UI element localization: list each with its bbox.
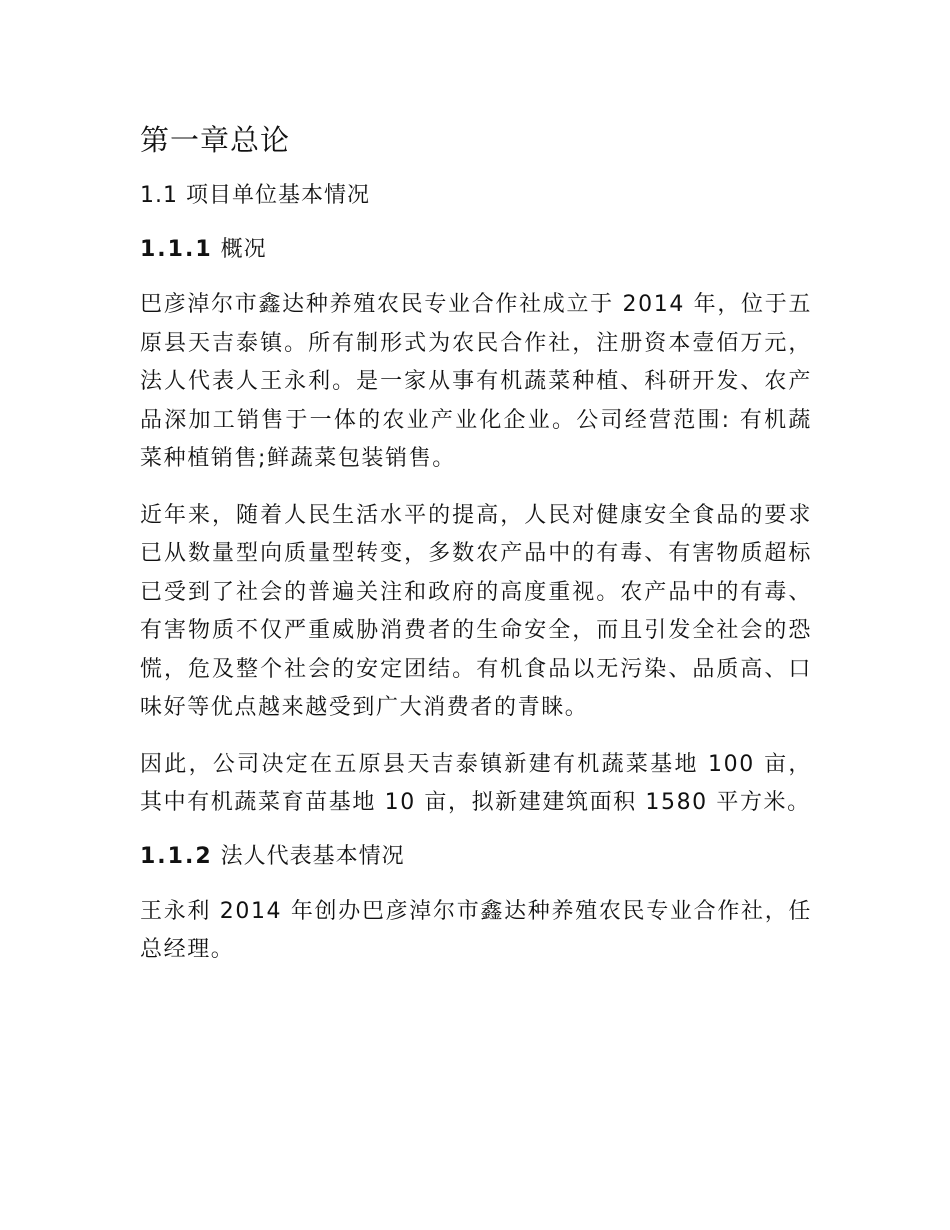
chapter-title: 第一章总论	[140, 123, 291, 157]
subsection-label: 概况	[220, 237, 267, 262]
subsection-number: 1.1.2	[140, 843, 213, 869]
subsection-number: 1.1.1	[140, 237, 213, 262]
section-title-1-1: 1.1 项目单位基本情况	[140, 183, 370, 208]
paragraph-background: 近年来，随着人民生活水平的提高，人民对健康安全食品的要求已从数量型向质量型转变，多数农产品中的有毒、有害物质超标已受到了社会的普遍关注和政府的高度重视。农产品中的有毒、有害物质不仅严重威胁消费者的生命安全，而且引发全社会的恐慌，危及整个社会的安定团结。有机食品以无污染、品质高、口味好等优点越来越受到广大消费者的青睐。	[140, 502, 812, 720]
subsection-title-1-1-2	[140, 841, 812, 873]
subsection-label: 法人代表基本情况	[220, 843, 405, 869]
paragraph-plan: 因此，公司决定在五原县天吉泰镇新建有机蔬菜基地 100 亩，其中有机蔬菜育苗基地 10 亩，拟新建建筑面积 1580 平方米。	[140, 751, 812, 815]
document-page	[140, 118, 812, 988]
paragraph-overview: 巴彦淖尔市鑫达种养殖农民专业合作社成立于 2014 年，位于五原县天吉泰镇。所有制形式为农民合作社，注册资本壹佰万元，法人代表人王永利。是一家从事有机蔬菜种植、科研开发、农产品深加工销售于一体的农业产业化企业。公司经营范围: 有机蔬菜种植销售;鲜蔬菜包装销售。	[140, 292, 812, 471]
paragraph-legal-rep: 王永利 2014 年创办巴彦淖尔市鑫达种养殖农民专业合作社，任总经理。	[140, 898, 812, 962]
subsection-title-1-1-1	[140, 234, 812, 266]
